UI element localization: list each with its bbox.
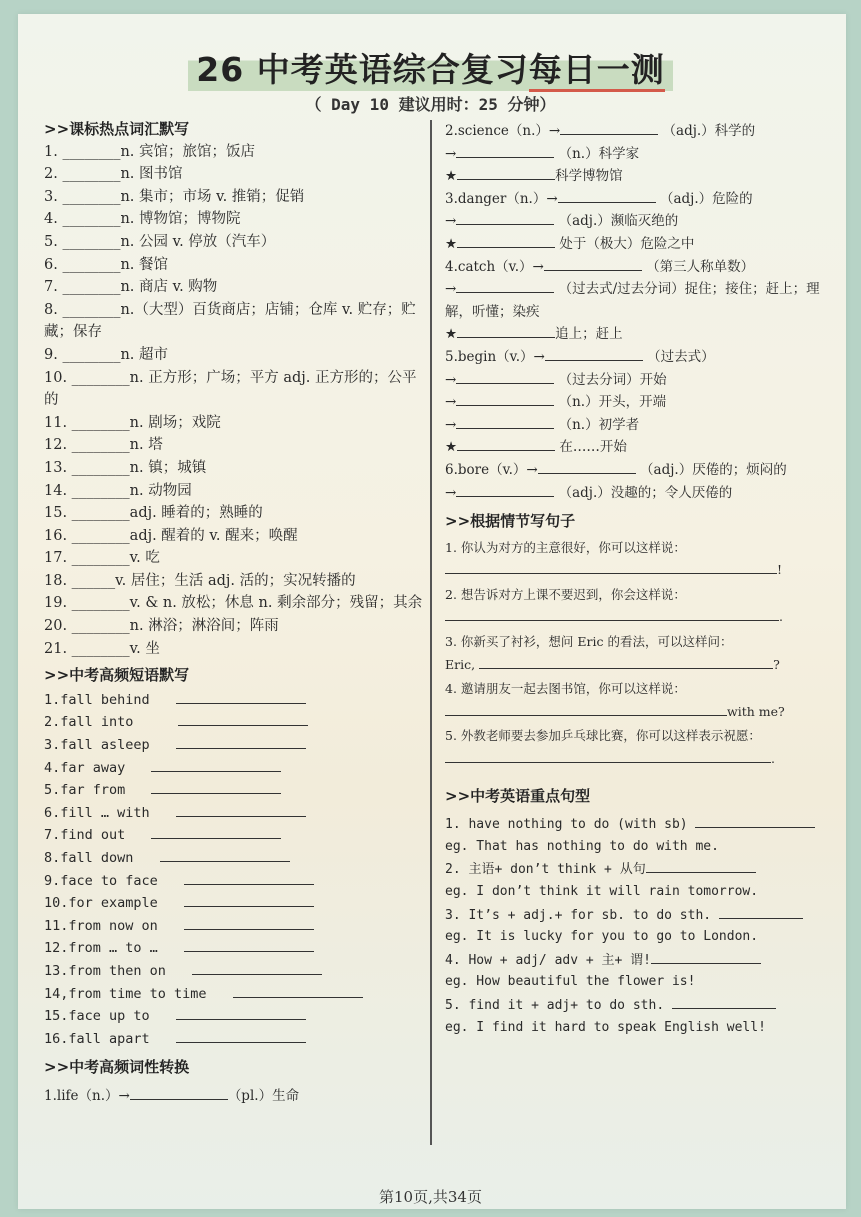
conversion-suffix: 科学博物馆 bbox=[555, 168, 623, 185]
answer-blank[interactable] bbox=[646, 858, 756, 873]
answer-blank[interactable] bbox=[672, 994, 776, 1009]
pattern-rule bbox=[445, 949, 840, 972]
conversion-item bbox=[445, 436, 840, 459]
sentence-prompt: 2. 想告诉对方上课不要迟到，你会这样说： bbox=[445, 586, 686, 602]
answer-blank[interactable] bbox=[184, 915, 314, 930]
conversion-suffix: （adj.）危险的 bbox=[659, 190, 753, 207]
answer-blank[interactable] bbox=[176, 734, 306, 749]
answer-blank[interactable] bbox=[233, 983, 363, 998]
sentences-heading: >>根据情节写句子 bbox=[445, 512, 576, 531]
answer-blank[interactable] bbox=[445, 559, 777, 574]
vocab-item: 3. ________n. 集市；市场 v. 推销；促销 bbox=[44, 188, 305, 205]
answer-blank[interactable] bbox=[176, 689, 306, 704]
sentence-end: ? bbox=[773, 656, 780, 672]
conversion-suffix: （过去分词）开始 bbox=[558, 371, 667, 388]
conversion-item bbox=[445, 143, 840, 166]
phrase-item bbox=[44, 960, 424, 983]
phrase-item bbox=[44, 892, 424, 915]
title-area bbox=[0, 44, 861, 91]
answer-blank[interactable] bbox=[457, 165, 555, 180]
conversion-item bbox=[445, 482, 840, 505]
conversion-prefix: → bbox=[445, 394, 457, 411]
conversion-suffix: 处于（极大）危险之中 bbox=[555, 235, 695, 252]
word-group-danger bbox=[445, 188, 840, 256]
answer-blank[interactable] bbox=[456, 278, 554, 293]
star-marker: ★ bbox=[445, 168, 458, 185]
patterns-heading: >>中考英语重点句型 bbox=[445, 786, 591, 805]
conversion-prefix: 5.begin（v.）→ bbox=[445, 348, 545, 365]
conversion-item bbox=[445, 165, 840, 188]
phrase-text: 1.fall behind bbox=[44, 691, 150, 708]
conversion-suffix: （第三人称单数） bbox=[646, 258, 755, 275]
conversion-suffix: （pl.）生命 bbox=[227, 1087, 300, 1104]
phrase-item bbox=[44, 1005, 424, 1028]
vocab-item: 11. ________n. 剧场；戏院 bbox=[44, 414, 221, 431]
phrase-item bbox=[44, 802, 424, 825]
title-main: 26 中考英语综合复习 bbox=[196, 50, 529, 89]
answer-blank[interactable] bbox=[457, 436, 555, 451]
answer-blank[interactable] bbox=[545, 346, 643, 361]
conversion-item bbox=[445, 391, 840, 414]
conversion-prefix: → bbox=[445, 416, 457, 433]
conversion-prefix: → bbox=[445, 484, 457, 501]
sentence-answer bbox=[445, 559, 840, 582]
vocab-item: 21. ________v. 坐 bbox=[44, 640, 160, 657]
conversion-prefix: → bbox=[445, 371, 457, 388]
title-highlight: 每日一测 bbox=[529, 50, 665, 92]
conversion-prefix: → bbox=[445, 281, 457, 298]
phrase-item bbox=[44, 711, 424, 734]
phrase-text: 3.fall asleep bbox=[44, 737, 150, 754]
vocab-list bbox=[44, 141, 424, 661]
answer-blank[interactable] bbox=[184, 937, 314, 952]
answer-blank[interactable] bbox=[151, 779, 281, 794]
conversion-item bbox=[445, 233, 840, 256]
conversion-suffix: （adj.）科学的 bbox=[662, 123, 756, 139]
conversion-prefix: → bbox=[445, 145, 457, 162]
conversion-suffix: （n.）初学者 bbox=[558, 416, 640, 433]
page-number: 第10页,共34页 bbox=[379, 1188, 482, 1206]
pattern-rule bbox=[445, 813, 840, 836]
phrase-item bbox=[44, 915, 424, 938]
phrase-text: 9.face to face bbox=[44, 872, 158, 889]
vocab-heading: >>课标热点词汇默写 bbox=[44, 120, 190, 138]
sentence-lead: Eric, bbox=[445, 656, 476, 672]
answer-blank[interactable] bbox=[695, 813, 815, 828]
conversion-item bbox=[445, 120, 840, 143]
pattern-text: 3. It’s + adj.+ for sb. to do sth. bbox=[445, 907, 712, 923]
pattern-text: 2. 主语+ don’t think + 从句 bbox=[445, 862, 646, 878]
answer-blank[interactable] bbox=[192, 960, 322, 975]
vocab-item: 8. ________n.（大型）百货商店；店铺；仓库 v. 贮存；贮藏；保存 bbox=[44, 301, 416, 341]
sentences-list bbox=[445, 537, 840, 771]
answer-blank[interactable] bbox=[560, 120, 658, 135]
phrase-text: 15.face up to bbox=[44, 1008, 150, 1025]
vocab-item: 4. ________n. 博物馆；博物院 bbox=[44, 211, 241, 228]
conversion-prefix: 6.bore（v.）→ bbox=[445, 461, 538, 478]
answer-blank[interactable] bbox=[558, 188, 656, 203]
answer-blank[interactable] bbox=[178, 711, 308, 726]
pattern-example: eg. I find it hard to speak English well! bbox=[445, 1019, 766, 1035]
conversion-suffix: 追上；赶上 bbox=[555, 326, 623, 343]
pattern-text: 5. find it + adj+ to do sth. bbox=[445, 997, 665, 1013]
sentence-answer bbox=[445, 701, 840, 724]
phrase-text: 10.for example bbox=[44, 895, 158, 912]
phrase-item bbox=[44, 779, 424, 802]
phrase-text: 5.far from bbox=[44, 782, 126, 799]
vocab-item: 19. ________v. & n. 放松；休息 n. 剩余部分；残留；其余 bbox=[44, 595, 423, 612]
phrase-text: 13.from then on bbox=[44, 962, 166, 979]
sentence-answer bbox=[445, 654, 840, 677]
answer-blank[interactable] bbox=[176, 802, 306, 817]
pattern-example: eg. It is lucky for you to go to London. bbox=[445, 929, 759, 945]
sentence-answer bbox=[445, 748, 840, 771]
answer-blank[interactable] bbox=[457, 323, 555, 338]
conversion-suffix: （n.）开头，开端 bbox=[558, 394, 667, 411]
vocab-item: 17. ________v. 吃 bbox=[44, 550, 160, 567]
pattern-example: eg. That has nothing to do with me. bbox=[445, 838, 719, 854]
phrase-text: 11.from now on bbox=[44, 917, 158, 934]
sentence-end: with me? bbox=[727, 703, 785, 719]
answer-blank[interactable] bbox=[184, 892, 314, 907]
conversion-prefix: 1.life（n.）→ bbox=[44, 1087, 130, 1104]
answer-blank[interactable] bbox=[457, 233, 555, 248]
conversion-heading: >>中考高频词性转换 bbox=[44, 1058, 190, 1077]
sentence-answer bbox=[445, 606, 840, 629]
vocab-item: 6. ________n. 餐馆 bbox=[44, 256, 169, 273]
conversion-suffix: （adj.）濒临灭绝的 bbox=[558, 213, 679, 230]
sentence-prompt: 5. 外教老师要去参加乒乓球比赛，你可以这样表示祝愿： bbox=[445, 728, 761, 744]
phrase-text: 12.from … to … bbox=[44, 940, 158, 957]
answer-blank[interactable] bbox=[445, 606, 779, 621]
answer-blank[interactable] bbox=[719, 904, 803, 919]
conversion-prefix: 2.science（n.）→ bbox=[445, 123, 561, 139]
pattern-example: eg. How beautiful the flower is! bbox=[445, 974, 696, 990]
conversion-suffix: （n.）科学家 bbox=[558, 145, 640, 162]
phrase-item bbox=[44, 757, 424, 780]
vocab-item: 20. ________n. 淋浴；淋浴间；阵雨 bbox=[44, 618, 279, 635]
phrase-item bbox=[44, 1028, 424, 1051]
vocab-item: 1. ________n. 宾馆；旅馆；饭店 bbox=[44, 143, 255, 160]
conversion-suffix: （过去式） bbox=[647, 348, 715, 365]
phrases-heading: >>中考高频短语默写 bbox=[44, 666, 190, 685]
phrase-text: 4.far away bbox=[44, 759, 126, 776]
vocab-item: 2. ________n. 图书馆 bbox=[44, 166, 183, 183]
vocab-item: 10. ________n. 正方形；广场；平方 adj. 正方形的；公平的 bbox=[44, 369, 417, 409]
vocab-item: 7. ________n. 商店 v. 购物 bbox=[44, 279, 218, 296]
phrase-text: 7.find out bbox=[44, 827, 126, 844]
answer-blank[interactable] bbox=[456, 369, 554, 384]
word-group-catch bbox=[445, 256, 840, 346]
sentence-end: . bbox=[779, 609, 783, 625]
answer-blank[interactable] bbox=[445, 748, 771, 763]
word-group-science bbox=[445, 120, 840, 188]
answer-blank[interactable] bbox=[456, 210, 554, 225]
answer-blank[interactable] bbox=[184, 870, 314, 885]
conversion-suffix: （adj.）没趣的；令人厌倦的 bbox=[558, 484, 733, 501]
star-marker: ★ bbox=[445, 439, 458, 456]
conversion-prefix: → bbox=[445, 213, 457, 230]
answer-blank[interactable] bbox=[151, 824, 281, 839]
pattern-example: eg. I don’t think it will rain tomorrow. bbox=[445, 884, 759, 899]
phrase-item bbox=[44, 983, 424, 1006]
sentence-prompt: 1. 你认为对方的主意很好，你可以这样说： bbox=[445, 539, 686, 555]
sentence-end: ! bbox=[777, 562, 783, 578]
conversion-item bbox=[445, 210, 840, 233]
conversion-item bbox=[445, 256, 840, 279]
answer-blank[interactable] bbox=[538, 459, 636, 474]
phrase-item bbox=[44, 847, 424, 870]
right-column bbox=[445, 120, 840, 1039]
answer-blank[interactable] bbox=[456, 143, 554, 158]
phrase-item bbox=[44, 689, 424, 712]
sentence-prompt: 3. 你新买了衬衫，想问 Eric 的看法，可以这样问： bbox=[445, 634, 733, 650]
answer-blank[interactable] bbox=[544, 256, 642, 271]
answer-blank[interactable] bbox=[445, 701, 727, 716]
vocab-item: 5. ________n. 公园 v. 停放（汽车） bbox=[44, 233, 276, 250]
phrase-item bbox=[44, 870, 424, 893]
answer-blank[interactable] bbox=[651, 949, 761, 964]
phrases-list bbox=[44, 689, 424, 1051]
conversion-item bbox=[445, 346, 840, 369]
conversion-suffix: （adj.）厌倦的；烦闷的 bbox=[640, 461, 787, 478]
conversion-suffix: 在……开始 bbox=[555, 439, 627, 456]
sentence-end: . bbox=[771, 751, 775, 767]
pattern-rule bbox=[445, 904, 840, 927]
answer-blank[interactable] bbox=[456, 414, 554, 429]
phrase-text: 16.fall apart bbox=[44, 1030, 150, 1047]
pattern-rule bbox=[445, 994, 840, 1017]
vocab-item: 18. ______v. 居住；生活 adj. 活的；实况转播的 bbox=[44, 572, 356, 589]
column-divider bbox=[430, 120, 432, 1145]
vocab-item: 9. ________n. 超市 bbox=[44, 346, 169, 363]
answer-blank[interactable] bbox=[176, 1028, 306, 1043]
sentence-prompt: 4. 邀请朋友一起去图书馆，你可以这样说： bbox=[445, 681, 686, 697]
conversion-item bbox=[445, 278, 840, 323]
star-marker: ★ bbox=[445, 235, 458, 252]
vocab-item: 13. ________n. 镇；城镇 bbox=[44, 459, 207, 476]
left-column bbox=[44, 118, 424, 1108]
phrase-text: 2.fall into bbox=[44, 714, 134, 731]
vocab-item: 14. ________n. 动物园 bbox=[44, 482, 192, 499]
word-group-begin bbox=[445, 346, 840, 459]
answer-blank[interactable] bbox=[456, 391, 554, 406]
patterns-list bbox=[445, 813, 840, 1039]
conversion-item bbox=[44, 1085, 424, 1108]
answer-blank[interactable] bbox=[151, 757, 281, 772]
conversion-item bbox=[445, 188, 840, 211]
conversion-prefix: 4.catch（v.）→ bbox=[445, 258, 544, 275]
star-marker: ★ bbox=[445, 326, 458, 343]
conversion-suffix: （过去式/过去分词）捉住；接住；赶上；理解，听懂；染疾 bbox=[445, 281, 820, 320]
subtitle: （ Day 10 建议用时：25 分钟） bbox=[305, 95, 556, 114]
phrase-text: 6.fill … with bbox=[44, 804, 150, 821]
phrase-item bbox=[44, 937, 424, 960]
word-group-bore bbox=[445, 459, 840, 504]
conversion-item bbox=[445, 369, 840, 392]
answer-blank[interactable] bbox=[479, 654, 773, 669]
answer-blank[interactable] bbox=[160, 847, 290, 862]
answer-blank[interactable] bbox=[176, 1005, 306, 1020]
pattern-text: 4. How + adj/ adv + 主+ 谓! bbox=[445, 952, 652, 968]
pattern-rule bbox=[445, 858, 840, 881]
answer-blank[interactable] bbox=[130, 1085, 228, 1100]
page-title bbox=[188, 44, 672, 91]
conversion-item bbox=[445, 459, 840, 482]
pattern-text: 1. have nothing to do (with sb) bbox=[445, 817, 688, 833]
phrase-item bbox=[44, 824, 424, 847]
vocab-item: 16. ________adj. 醒着的 v. 醒来；唤醒 bbox=[44, 527, 298, 544]
vocab-item: 12. ________n. 塔 bbox=[44, 437, 163, 454]
phrase-text: 14,from time to time bbox=[44, 985, 207, 1002]
phrase-text: 8.fall down bbox=[44, 850, 134, 866]
answer-blank[interactable] bbox=[456, 482, 554, 497]
phrase-item bbox=[44, 734, 424, 757]
vocab-item: 15. ________adj. 睡着的；熟睡的 bbox=[44, 505, 263, 522]
conversion-item bbox=[445, 414, 840, 437]
conversion-item bbox=[445, 323, 840, 346]
conversion-prefix: 3.danger（n.）→ bbox=[445, 190, 558, 207]
